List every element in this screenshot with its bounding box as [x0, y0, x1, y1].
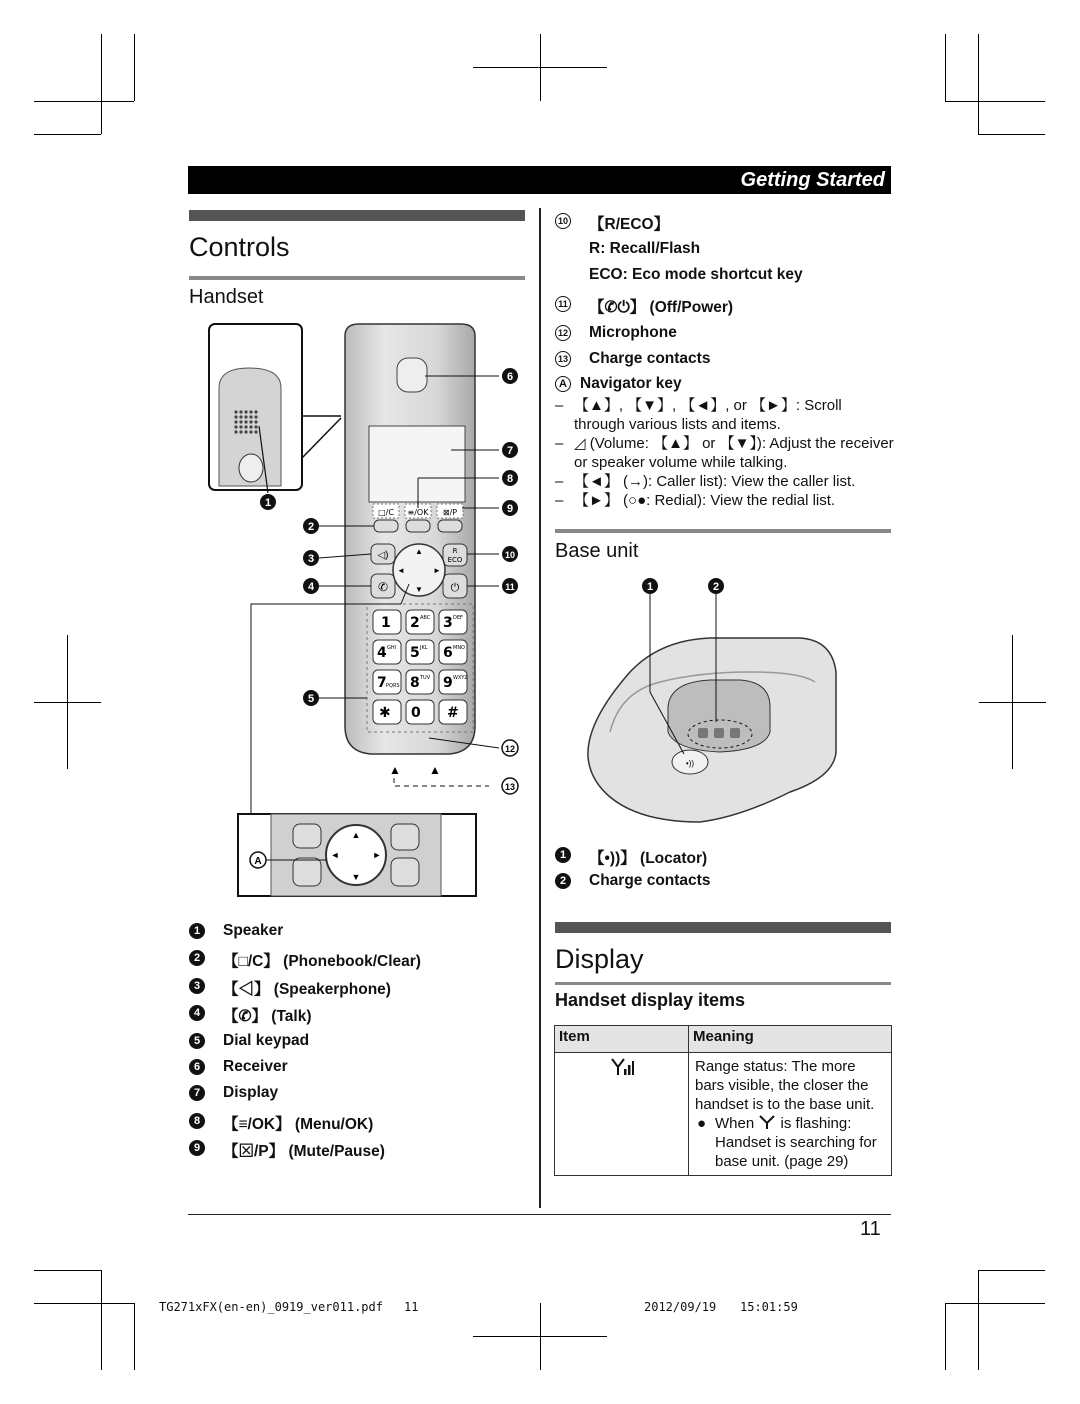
crop-mark: [134, 1303, 135, 1370]
callout-10: 10: [504, 550, 516, 560]
svg-text:►: ►: [372, 850, 382, 860]
charge-contact-arrow: ▲: [429, 763, 441, 777]
mute-key-label: ⊠/P: [442, 508, 458, 517]
key-0-label: 0: [411, 705, 421, 721]
crop-mark: [473, 1336, 607, 1337]
power-icon: ⏻: [450, 582, 460, 594]
menu-key-label: ≡/OK: [407, 508, 429, 517]
list-item: 12 Microphone: [555, 324, 571, 342]
table-cell: [689, 1053, 892, 1176]
crop-mark: [945, 101, 1045, 102]
navigator-key-heading: A Navigator key: [555, 375, 571, 393]
zoom-r-eco-button: [391, 824, 419, 850]
key-5-label: 5: [410, 645, 420, 661]
handset-heading: Handset: [189, 286, 264, 308]
base-callout-2: 2: [712, 581, 720, 593]
svg-text:▲: ▲: [351, 830, 361, 840]
callout-8: 8: [506, 473, 514, 485]
section-header-bar: [188, 166, 891, 194]
list-item: 7 Display: [189, 1084, 205, 1102]
list-item: 9 【⊠/P】 (Mute/Pause): [189, 1139, 205, 1157]
svg-text:▼: ▼: [351, 872, 361, 882]
display-items-table: [554, 1025, 892, 1176]
list-item: 2 【□/C】 (Phonebook/Clear): [189, 949, 205, 967]
callout-9: 9: [506, 503, 514, 515]
key-3-letters: DEF: [453, 615, 463, 621]
crop-mark: [945, 1303, 1045, 1304]
list-item: 13 Charge contacts: [555, 350, 571, 368]
crop-mark: [101, 34, 102, 134]
list-item: 1 【•))】 (Locator): [555, 846, 571, 864]
key-8-letters: TUV: [420, 675, 431, 681]
list-item: ● When is flashing: Handset is searching for base unit. (page 29): [697, 1115, 877, 1170]
phonebook-clear-button[interactable]: [374, 520, 398, 532]
divider: [555, 982, 891, 985]
crop-mark: [34, 1270, 101, 1271]
list-item: 4 【✆】 (Talk): [189, 1004, 205, 1022]
footer-filename: TG271xFX(en-en)_0919_ver011.pdf: [159, 1300, 383, 1314]
display-heading: Display: [555, 944, 644, 974]
antenna-icon: [758, 1114, 776, 1130]
list-item: – ◿ (Volume: 【▲】 or 【▼】): Adjust the receiver or speaker volume while talking.: [555, 435, 894, 471]
list-item: 11 【✆⏻】 (Off/Power): [555, 295, 571, 313]
crop-mark: [34, 1303, 134, 1304]
key-2-letters: ABC: [420, 615, 431, 621]
key-4-label: 4: [377, 645, 387, 661]
page-title: Controls: [189, 232, 290, 262]
receiver-icon: [397, 358, 427, 392]
phonebook-key-label: □/C: [378, 508, 394, 517]
callout-3: 3: [307, 553, 315, 565]
nav-left-icon: ◄: [397, 566, 405, 575]
eco-key-label: ECO: [447, 556, 463, 564]
key-9-letters: WXYZ: [453, 675, 468, 681]
base-callout-1: 1: [646, 581, 654, 593]
crop-mark: [34, 702, 101, 703]
callout-4: 4: [307, 581, 315, 593]
crop-mark: [134, 34, 135, 101]
callout-1: 1: [264, 497, 272, 509]
callout-11: 11: [505, 582, 515, 592]
crop-mark: [473, 67, 607, 68]
crop-mark: [978, 1270, 1045, 1271]
key-7-label: 7: [377, 675, 387, 691]
list-item: – 【◄】 (→): Caller list): View the caller list.: [555, 473, 856, 490]
crop-mark: [101, 1270, 102, 1370]
charge-contact: [698, 728, 708, 738]
key-6-letters: MNO: [453, 645, 465, 651]
svg-text:◄: ◄: [330, 850, 340, 860]
callout-12: 12: [504, 744, 516, 754]
range-status-text: Range status: The more bars visible, the closer the handset is to the base unit.: [695, 1058, 875, 1113]
r-key-label: R: [452, 547, 458, 555]
zoom-speakerphone-button: [293, 824, 321, 848]
navigator-description: [555, 396, 895, 510]
table-header: Meaning: [689, 1026, 892, 1053]
nav-right-icon: ►: [433, 566, 441, 575]
signal-strength-icon: [610, 1057, 634, 1077]
base-unit-heading: Base unit: [555, 540, 639, 562]
list-item: 5 Dial keypad: [189, 1032, 205, 1050]
key-6-label: 6: [443, 645, 453, 661]
key-2-label: 2: [410, 615, 420, 631]
locator-icon: •)): [685, 759, 695, 768]
list-item: 1 Speaker: [189, 922, 205, 940]
speakerphone-icon: ◁): [377, 550, 389, 561]
section-bar: [189, 210, 525, 221]
handset-parts-list-continued: 10 【R/ECO】 R: Recall/Flash ECO: Eco mode shortcut key 11 【✆⏻】 (Off/Power) 12 Microphone 13 Charge contacts: [555, 212, 895, 377]
handset-cradle: [668, 680, 770, 752]
section-header: Getting Started: [740, 169, 885, 191]
crop-mark: [978, 34, 979, 134]
footer-rule: [188, 1214, 891, 1215]
list-item: 2 Charge contacts: [555, 872, 571, 890]
key-5-letters: JKL: [420, 645, 428, 651]
table-header-row: [555, 1026, 892, 1053]
callout-2: 2: [307, 521, 315, 533]
crop-mark: [979, 702, 1046, 703]
table-header: Item: [555, 1026, 689, 1053]
charge-contact-arrow: ▲: [389, 763, 401, 777]
crop-mark: [945, 1303, 946, 1370]
crop-mark: [34, 134, 101, 135]
charge-contact: [730, 728, 740, 738]
divider: [555, 529, 891, 533]
footer-time: 15:01:59: [740, 1300, 798, 1314]
key-hash-label: #: [447, 705, 459, 721]
callout-5: 5: [307, 693, 315, 705]
callout-6: 6: [506, 371, 514, 383]
footer-page: 11: [404, 1300, 419, 1314]
key-4-letters: GHI: [387, 645, 397, 651]
crop-mark: [945, 34, 946, 101]
nav-down-icon: ▼: [415, 585, 423, 594]
list-item: 10 【R/ECO】: [555, 212, 571, 230]
table-row: [555, 1053, 892, 1176]
key-9-label: 9: [443, 675, 453, 691]
charge-contact: [714, 728, 724, 738]
mute-pause-button[interactable]: [438, 520, 462, 532]
handset-parts-list: [189, 922, 529, 1172]
list-item: 8 【≡/OK】 (Menu/OK): [189, 1112, 205, 1130]
base-parts-list: [555, 846, 895, 906]
key-star-label: ✱: [379, 705, 391, 721]
key-8-label: 8: [410, 675, 420, 691]
base-unit-illustration: [580, 572, 850, 830]
list-item: – 【►】 (○●: Redial): View the redial list.: [555, 492, 836, 509]
column-divider: [539, 208, 541, 1208]
footer-date: 2012/09/19: [644, 1300, 717, 1314]
table-cell: [555, 1053, 689, 1176]
section-bar: [555, 922, 891, 933]
crop-mark: [978, 134, 1045, 135]
display-screen: [369, 426, 465, 502]
key-7-letters: PQRS: [386, 683, 400, 689]
display-subheading: Handset display items: [555, 990, 746, 1010]
menu-ok-button[interactable]: [406, 520, 430, 532]
handset-illustration: [189, 318, 529, 908]
key-1-label: 1: [381, 615, 391, 631]
talk-icon: ✆: [377, 580, 389, 594]
callout-13: 13: [504, 782, 516, 792]
list-item: 3 【◁】 (Speakerphone): [189, 977, 205, 995]
page-number: 11: [860, 1218, 881, 1240]
key-3-label: 3: [443, 615, 453, 631]
callout-7: 7: [506, 445, 514, 457]
zoom-off-power-button: [391, 858, 419, 886]
list-item: 6 Receiver: [189, 1058, 205, 1076]
nav-up-icon: ▲: [415, 547, 423, 556]
list-item: – 【▲】, 【▼】, 【◄】, or 【►】: Scroll through various lists and items.: [555, 397, 842, 433]
divider: [189, 276, 525, 280]
zoom-talk-button: [293, 858, 321, 886]
crop-mark: [34, 101, 134, 102]
callout-a: A: [254, 856, 262, 867]
crop-mark: [978, 1270, 979, 1370]
